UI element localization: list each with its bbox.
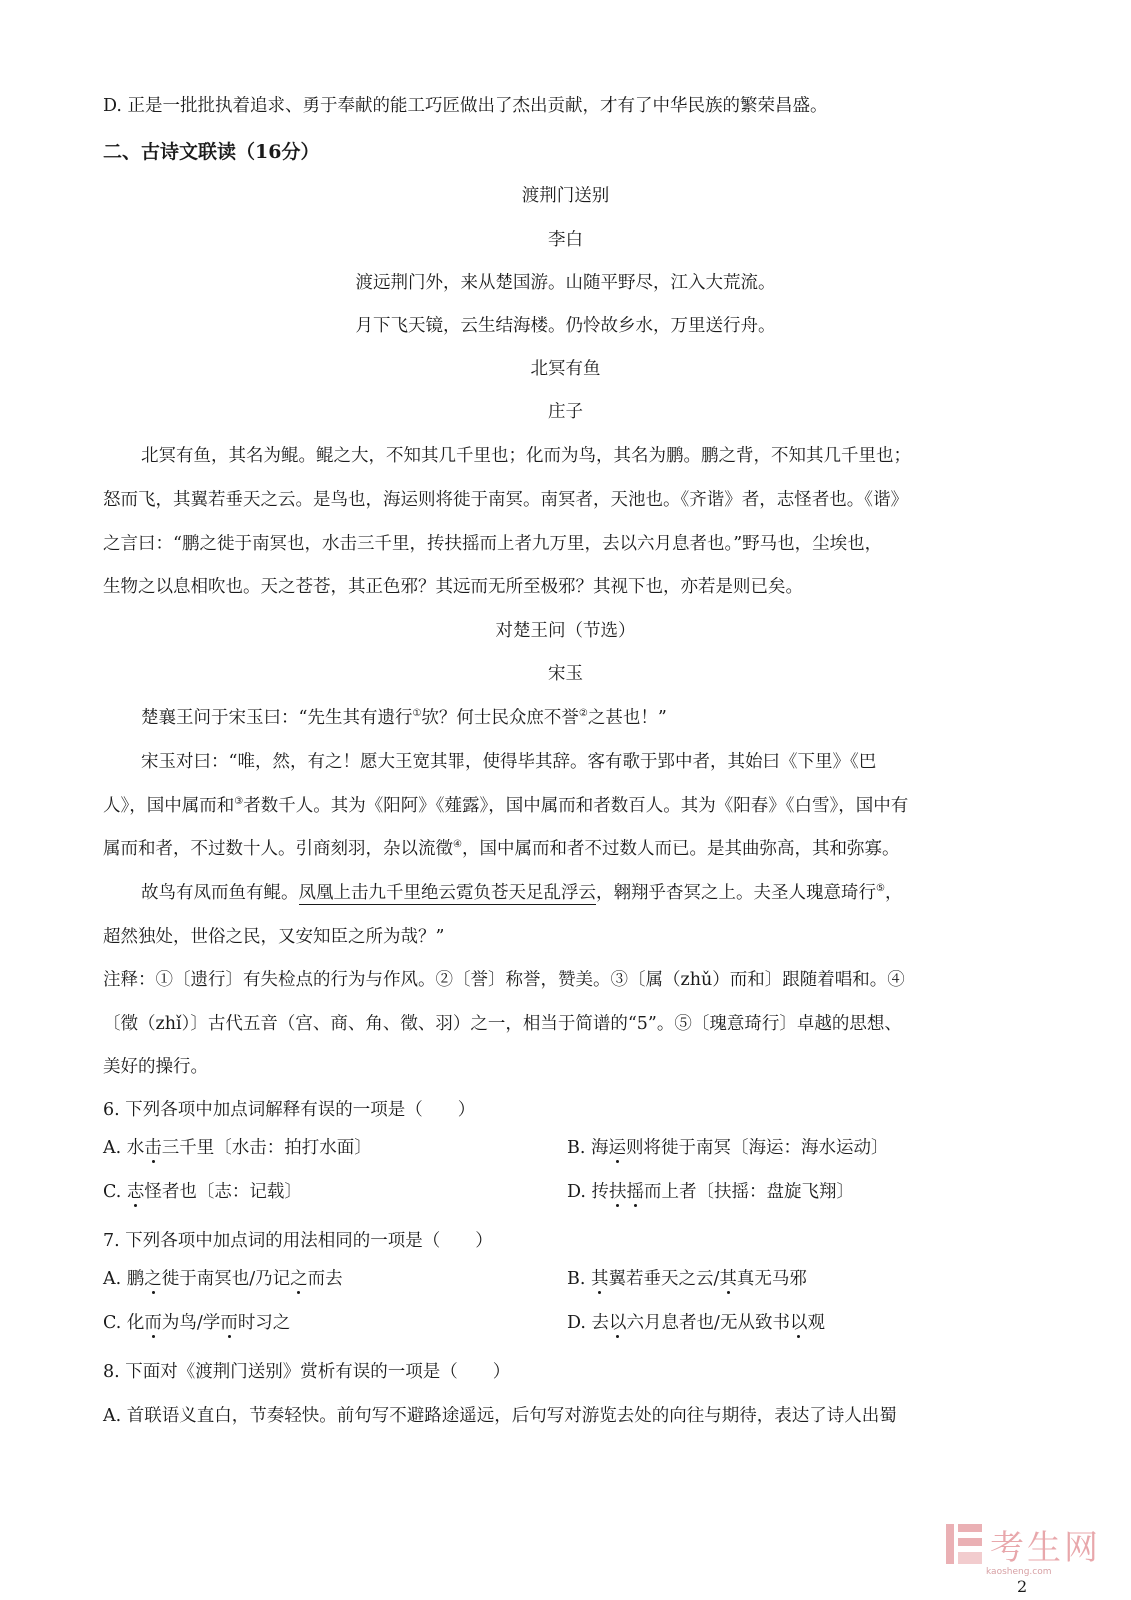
text3-para-2-line-1: 宋玉对曰：“唯，然，有之！愿大王宽其罪，使得毕其辞。客有歌于郢中者，其始曰《下里》《巴 bbox=[141, 752, 877, 772]
q8-stem: 8. 下面对《渡荆门送别》赏析有误的一项是（ ） bbox=[103, 1362, 511, 1382]
note-mark: ⑤ bbox=[876, 883, 885, 895]
note-mark: ① bbox=[412, 708, 422, 720]
section-heading: 二、古诗文联读（16分） bbox=[103, 141, 320, 163]
text: A. 鹏 bbox=[103, 1269, 145, 1289]
q7-option-c[interactable] bbox=[103, 1310, 290, 1336]
dotted-word: 之 bbox=[144, 1269, 162, 1289]
text2-author: 庄子 bbox=[548, 402, 583, 422]
text: 属而和者，不过数十人。引商刻羽，杂以流徵 bbox=[103, 839, 453, 859]
text3-para-1 bbox=[141, 705, 667, 731]
q6-option-a[interactable] bbox=[103, 1135, 372, 1161]
q6-option-d[interactable] bbox=[567, 1179, 854, 1205]
text: 为鸟/学 bbox=[161, 1313, 221, 1333]
watermark-url: kaosheng.com bbox=[986, 1567, 1052, 1577]
text2-line-4: 生物之以息相吹也。天之苍苍，其正色邪？其远而无所至极邪？其视下也，亦若是则已矣。 bbox=[103, 577, 803, 597]
note-mark: ② bbox=[578, 708, 588, 720]
text: 而上者〔扶摇：盘旋飞翔〕 bbox=[644, 1182, 855, 1202]
watermark-logo-icon bbox=[944, 1522, 984, 1566]
text: 楚襄王问于宋玉曰：“先生其有遗行 bbox=[141, 708, 413, 728]
text: 徙于南冥也/乃记 bbox=[161, 1269, 291, 1289]
text: 怪者也〔志：记载〕 bbox=[144, 1182, 302, 1202]
underlined-sentence: 凤凰上击九千里绝云霓负苍天足乱浮云 bbox=[298, 883, 596, 903]
q8-option-a[interactable]: A. 首联语义直白，节奏轻快。前句写不避路途遥远，后句写对游览去处的向往与期待，表达了诗人出蜀 bbox=[103, 1406, 897, 1426]
prev-option-d: D. 正是一批批执着追求、勇于奉献的能工巧匠做出了杰出贡献，才有了中华民族的繁荣昌盛。 bbox=[103, 96, 828, 116]
text: 则将徙于南冥〔海运：海水运动〕 bbox=[626, 1138, 889, 1158]
text3-author: 宋玉 bbox=[548, 664, 583, 684]
dotted-word: 扶 bbox=[609, 1182, 627, 1202]
text2-title: 北冥有鱼 bbox=[530, 359, 601, 379]
text: ， bbox=[884, 883, 903, 903]
text: 真无马邪 bbox=[736, 1269, 807, 1289]
text: C. 化 bbox=[103, 1313, 145, 1333]
notes-line-3: 美好的操行。 bbox=[103, 1057, 208, 1077]
q6-option-b[interactable] bbox=[567, 1135, 889, 1161]
text: B. 海 bbox=[567, 1138, 609, 1158]
dotted-word: 而 bbox=[144, 1313, 162, 1333]
text: 翼若垂天之云/ bbox=[608, 1269, 720, 1289]
text: 之甚也！” bbox=[587, 708, 667, 728]
text: ，国中属而和者不过数人而已。是其曲弥高，其和弥寡。 bbox=[461, 839, 900, 859]
text: D. 抟 bbox=[567, 1182, 610, 1202]
text: B. bbox=[567, 1269, 591, 1289]
q7-option-d[interactable] bbox=[567, 1310, 825, 1336]
text: 人》，国中属而和 bbox=[103, 796, 235, 816]
text: 者数千人。其为《阳阿》《薤露》，国中属而和者数百人。其为《阳春》《白雪》，国中有 bbox=[243, 796, 909, 816]
dotted-word: 以 bbox=[789, 1313, 808, 1333]
q6-stem: 6. 下列各项中加点词解释有误的一项是（ ） bbox=[103, 1100, 476, 1120]
text2-line-2: 怒而飞，其翼若垂天之云。是鸟也，海运则将徙于南冥。南冥者，天池也。《齐谐》者，志怪者也。《谐》 bbox=[103, 490, 908, 510]
dotted-word: 以 bbox=[609, 1313, 627, 1333]
dotted-word: 其 bbox=[719, 1269, 737, 1289]
dotted-word: 运 bbox=[608, 1138, 626, 1158]
text: 六月息者也/无从致书 bbox=[626, 1313, 790, 1333]
text3-title: 对楚王问（节选） bbox=[495, 621, 636, 641]
watermark-text: 考生网 bbox=[990, 1527, 1101, 1568]
text: 故鸟有凤而鱼有鲲。 bbox=[141, 883, 299, 903]
note-mark: ④ bbox=[453, 839, 462, 851]
dotted-word: 其 bbox=[591, 1269, 609, 1289]
text: 观 bbox=[807, 1313, 825, 1333]
notes-line-1: 注释：①〔遗行〕有失检点的行为与作风。②〔誉〕称誉，赞美。③〔属（zhǔ）而和〕跟随着唱和。④ bbox=[103, 970, 905, 990]
text2-line-3: 之言曰：“鹏之徙于南冥也，水击三千里，抟扶摇而上者九万里，去以六月息者也。”野马也，尘埃也， bbox=[103, 534, 883, 554]
text: 时习之 bbox=[237, 1313, 291, 1333]
text: D. 去 bbox=[567, 1313, 610, 1333]
dotted-word: 志 bbox=[126, 1182, 145, 1202]
poem1-line-2: 月下飞天镜，云生结海楼。仍怜故乡水，万里送行舟。 bbox=[355, 316, 776, 336]
q7-option-b[interactable] bbox=[567, 1266, 807, 1292]
text: 三千里〔水击：拍打水面〕 bbox=[161, 1138, 372, 1158]
text: A. 水 bbox=[103, 1138, 145, 1158]
q7-option-a[interactable] bbox=[103, 1266, 343, 1292]
q7-stem: 7. 下列各项中加点词的用法相同的一项是（ ） bbox=[103, 1231, 493, 1251]
text3-para-3-line-2: 超然独处，世俗之民，又安知臣之所为哉？” bbox=[103, 927, 445, 947]
poem1-title: 渡荆门送别 bbox=[521, 186, 610, 206]
q6-option-c[interactable] bbox=[103, 1179, 302, 1205]
text2-line-1: 北冥有鱼，其名为鲲。鲲之大，不知其几千里也；化而为鸟，其名为鹏。鹏之背，不知其几千里也； bbox=[141, 446, 911, 466]
text3-para-2-line-2 bbox=[103, 793, 908, 819]
poem1-line-1: 渡远荆门外，来从楚国游。山随平野尽，江入大荒流。 bbox=[355, 273, 776, 293]
text3-para-2-line-3 bbox=[103, 836, 899, 862]
watermark bbox=[944, 1518, 1101, 1570]
note-mark: ③ bbox=[234, 796, 244, 808]
dotted-word: 而 bbox=[220, 1313, 238, 1333]
poem1-author: 李白 bbox=[548, 230, 583, 250]
notes-line-2: 〔徵（zhǐ）〕古代五音（宫、商、角、徵、羽）之一，相当于简谱的“5”。⑤〔瑰意琦行〕卓越的思想、 bbox=[103, 1014, 902, 1034]
dotted-word: 之 bbox=[290, 1269, 308, 1289]
text: ，翱翔乎杳冥之上。夫圣人瑰意琦行 bbox=[596, 883, 876, 903]
text3-para-3-line-1 bbox=[141, 880, 902, 906]
dotted-word: 击 bbox=[144, 1138, 162, 1158]
text: 欤？何士民众庶不誉 bbox=[421, 708, 579, 728]
text: C. bbox=[103, 1182, 127, 1202]
page-number: 2 bbox=[1017, 1577, 1028, 1596]
dotted-word: 摇 bbox=[626, 1182, 645, 1202]
text: 而去 bbox=[307, 1269, 343, 1289]
